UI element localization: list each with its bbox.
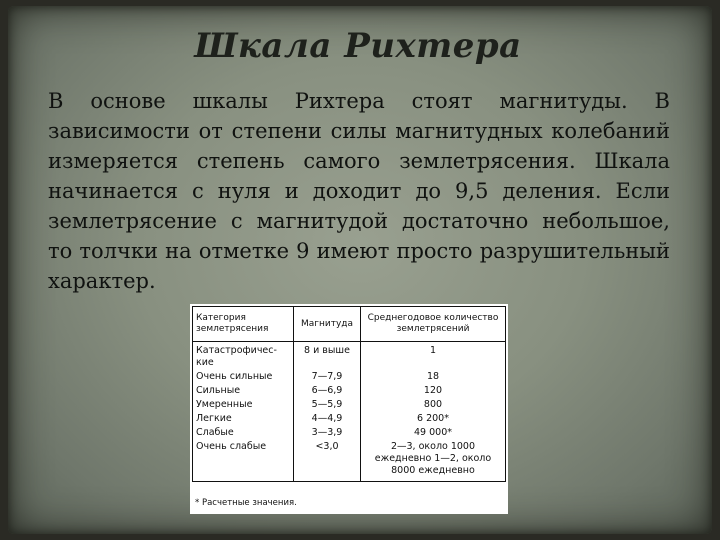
cell-category: Очень слабые	[193, 440, 294, 482]
table-row	[193, 384, 506, 398]
cell-magnitude: 6—6,9	[294, 384, 361, 398]
cell-magnitude: 3—3,9	[294, 426, 361, 440]
cell-magnitude: <3,0	[294, 440, 361, 482]
cell-category: Очень сильные	[193, 370, 294, 384]
cell-count: 6 200*	[361, 412, 506, 426]
cell-count: 1	[361, 342, 506, 371]
header-count: Среднегодовое количество землетрясений	[361, 307, 506, 342]
table-row	[193, 426, 506, 440]
cell-category: Легкие	[193, 412, 294, 426]
cell-count: 120	[361, 384, 506, 398]
cell-magnitude: 5—5,9	[294, 398, 361, 412]
paper-background	[8, 6, 712, 534]
header-category: Категория землетрясения	[193, 307, 294, 342]
cell-category: Катастрофичес-кие	[193, 342, 294, 371]
table-row	[193, 440, 506, 482]
table-header-row	[193, 307, 506, 342]
header-magnitude: Магнитуда	[294, 307, 361, 342]
table-row	[193, 398, 506, 412]
cell-magnitude: 7—7,9	[294, 370, 361, 384]
cell-category: Слабые	[193, 426, 294, 440]
body-paragraph: В основе шкалы Рихтера стоят магнитуды. В зависимости от степени силы магнитудных колебаний измеряется степень самого землетрясения. Шкала начинается с нуля и доходит до 9,5 деления. Если землетрясение с магнитудой достаточно небольшое, то толчки на отметке 9 имеют просто разрушительный характер.	[48, 89, 670, 293]
table-row	[193, 342, 506, 371]
cell-count: 49 000*	[361, 426, 506, 440]
table-footnote: * Расчетные значения.	[195, 498, 297, 508]
richter-table-image	[190, 304, 508, 514]
table-row	[193, 370, 506, 384]
cell-count: 2—3, около 1000 ежедневно 1—2, около 8000 ежедневно	[361, 440, 506, 482]
richter-table	[192, 306, 506, 482]
cell-category: Умеренные	[193, 398, 294, 412]
cell-count: 18	[361, 370, 506, 384]
slide-title: Шкала Рихтера	[194, 26, 522, 66]
table-row	[193, 412, 506, 426]
cell-magnitude: 8 и выше	[294, 342, 361, 371]
cell-count: 800	[361, 398, 506, 412]
cell-category: Сильные	[193, 384, 294, 398]
cell-magnitude: 4—4,9	[294, 412, 361, 426]
